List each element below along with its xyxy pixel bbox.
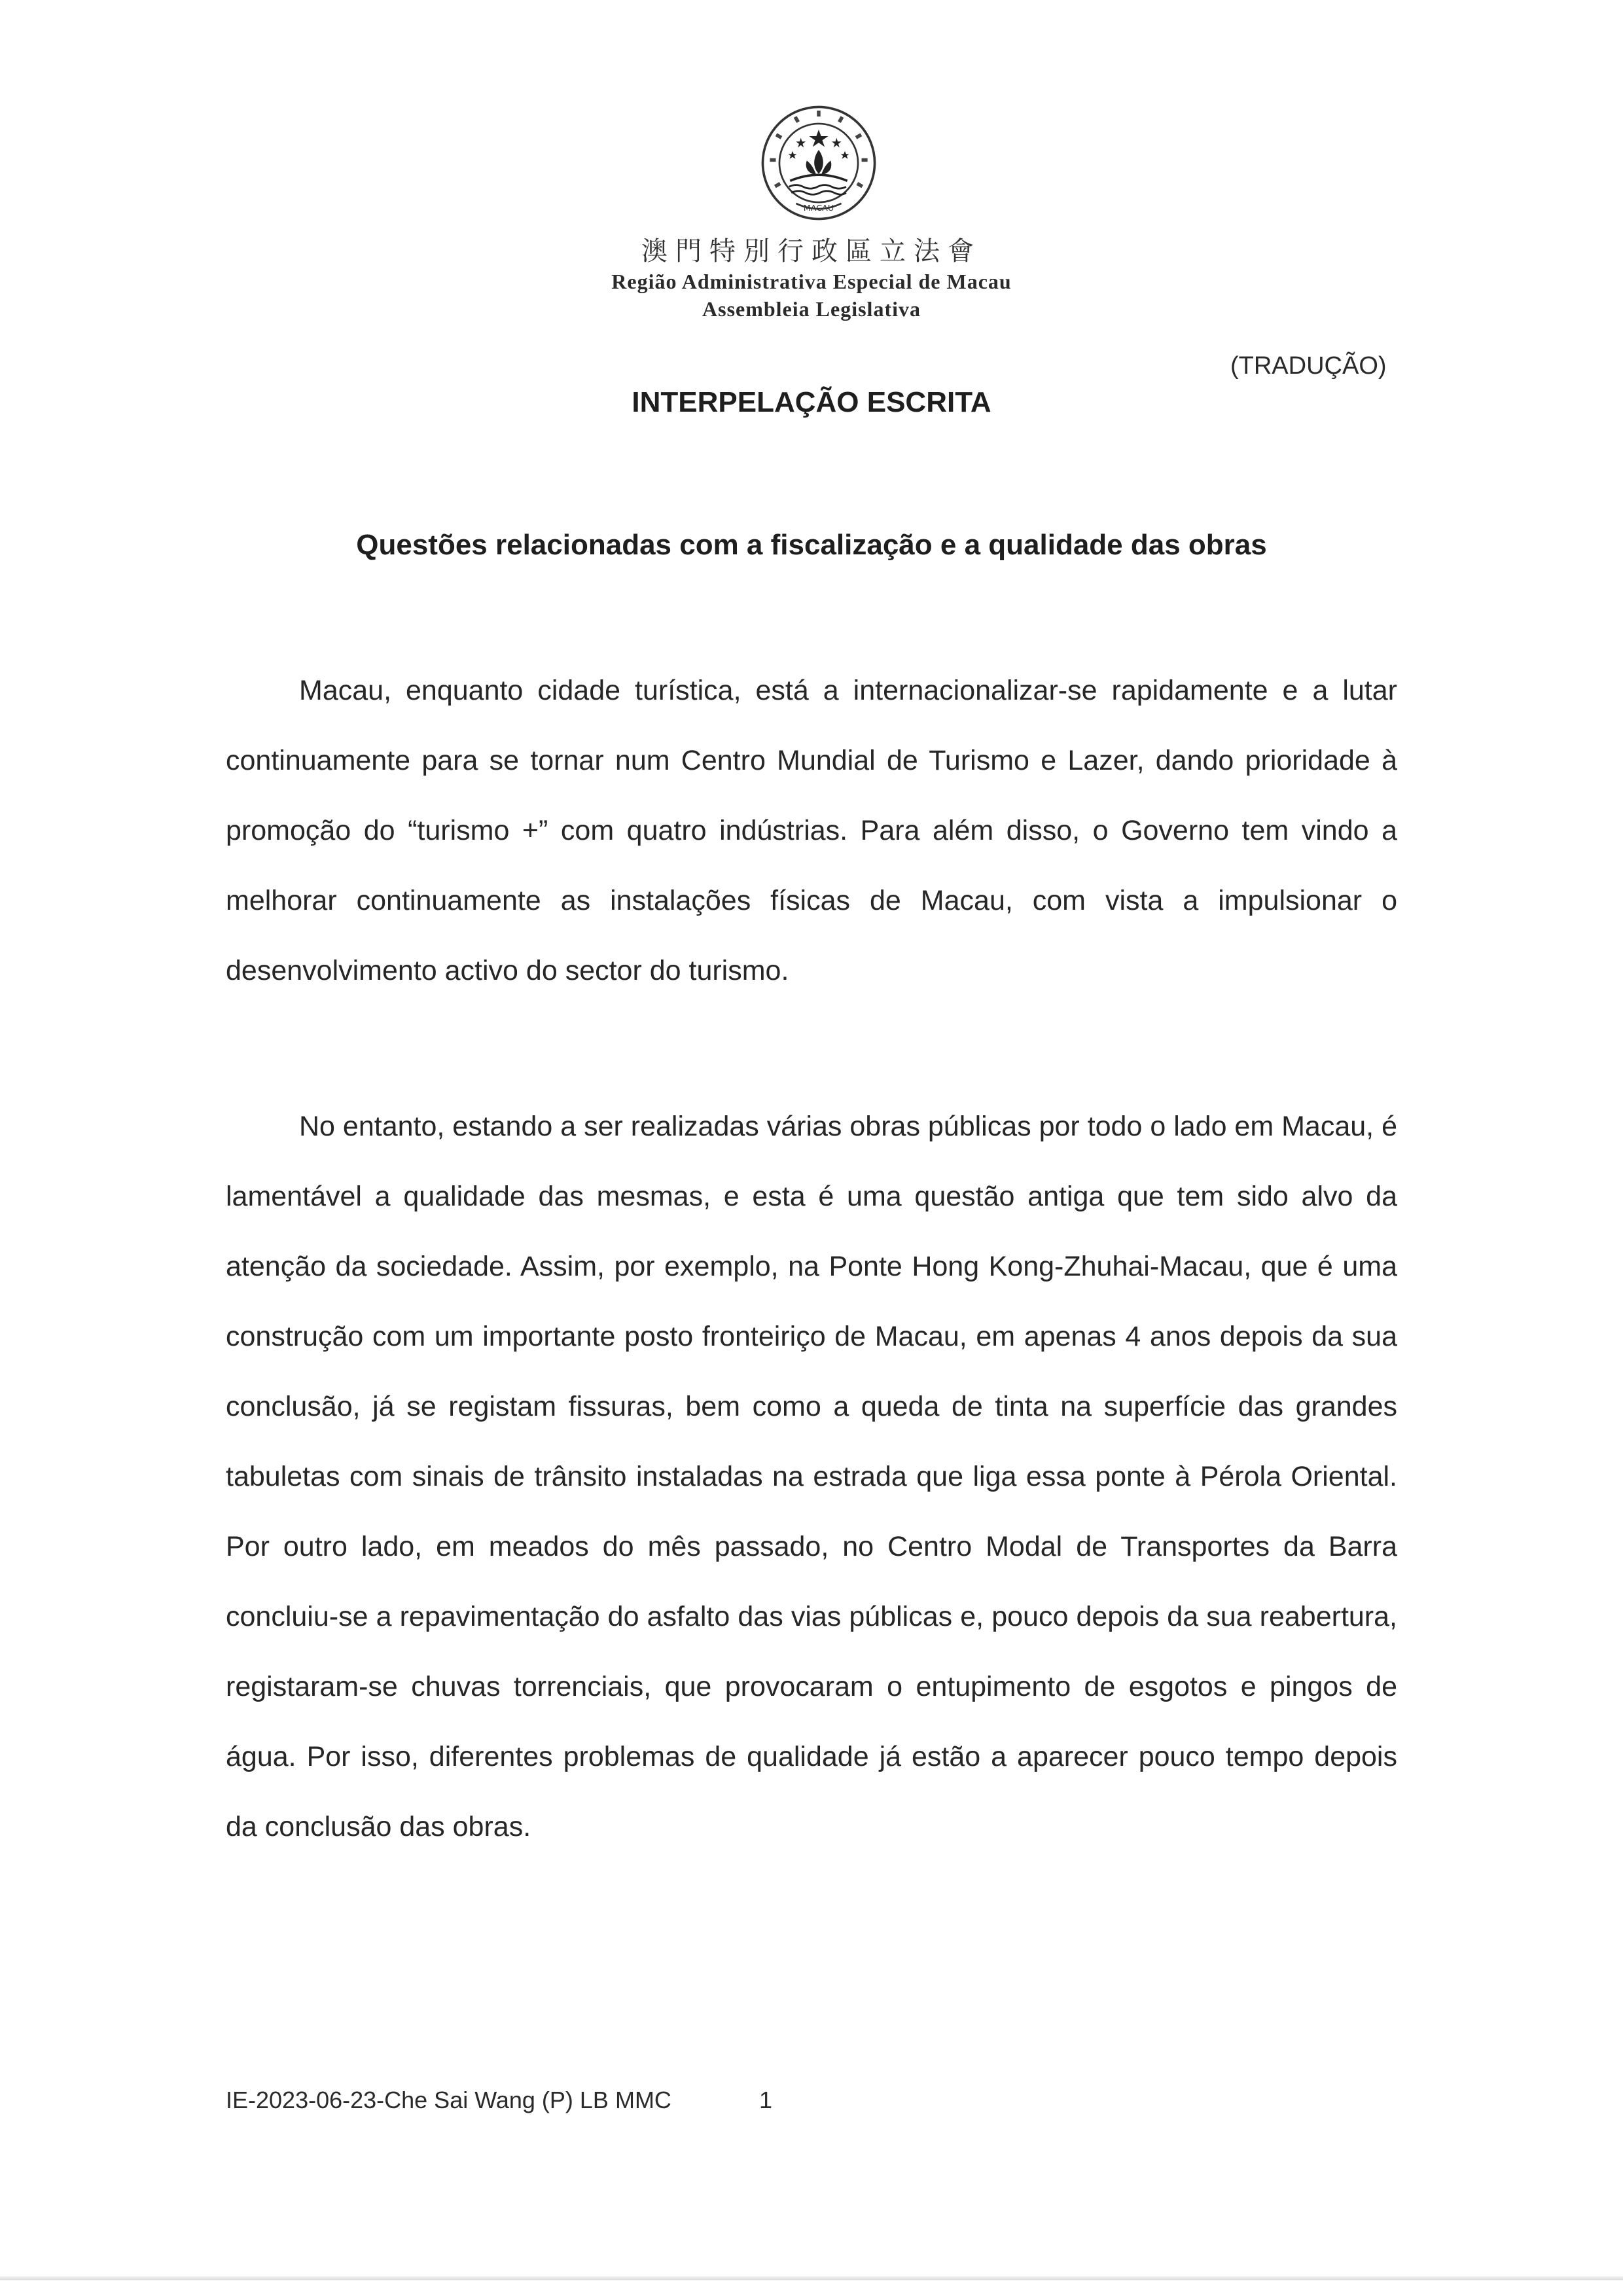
page-number: 1 (759, 2087, 773, 2113)
subject-heading: Questões relacionadas com a fiscalização e a qualidade das obras (356, 529, 1267, 561)
emblem-text: MACAU (803, 203, 834, 213)
translation-note: (TRADUÇÃO) (1230, 352, 1387, 380)
institution-name: Assembleia Legislativa (702, 297, 921, 321)
document-reference: IE-2023-06-23-Che Sai Wang (P) LB MMC (226, 2087, 671, 2113)
body-paragraph-2: No entanto, estando a ser realizadas várias obras públicas por todo o lado em Macau, é lamentável a qualidade das mesmas, e esta é uma questão antiga que tem sido alvo da atenção da sociedade. Assim, por exemplo, na Ponte Hong Kong-Zhuhai-Macau, que é uma construção com um importante posto fronteiriço de Macau, em apenas 4 anos depois da sua conclusão, já se registam fissuras, bem como a queda de tinta na superfície das grandes tabuletas com sinais de trânsito instaladas na estrada que liga essa ponte à Pérola Oriental. Por outro lado, em meados do mês passado, no Centro Modal de Transportes da Barra concluiu-se a repavimentação do asfalto das vias públicas e, pouco depois da sua reabertura, registaram-se chuvas torrenciais, que provocaram o entupimento de esgotos e pingos de água. Por isso, diferentes problemas de qualidade já estão a aparecer pouco tempo depois da conclusão das obras. (226, 1111, 1397, 1842)
scan-edge (0, 2276, 1623, 2280)
body-paragraph-1: Macau, enquanto cidade turística, está a internacionalizar-se rapidamente e a lutar continuamente para se tornar num Centro Mundial de Turismo e Lazer, dando prioridade à promoção do “turismo +” com quatro indústrias. Para além disso, o Governo tem vindo a melhorar continuamente as instalações físicas de Macau, com vista a impulsionar o desenvolvimento activo do sector do turismo. (226, 675, 1397, 986)
region-name: Região Administrativa Especial de Macau (611, 270, 1012, 293)
macau-sar-emblem-icon (759, 103, 878, 223)
chinese-institution-title: 澳門特別行政區立法會 (641, 236, 982, 266)
document-type-title: INTERPELAÇÃO ESCRITA (632, 386, 991, 418)
